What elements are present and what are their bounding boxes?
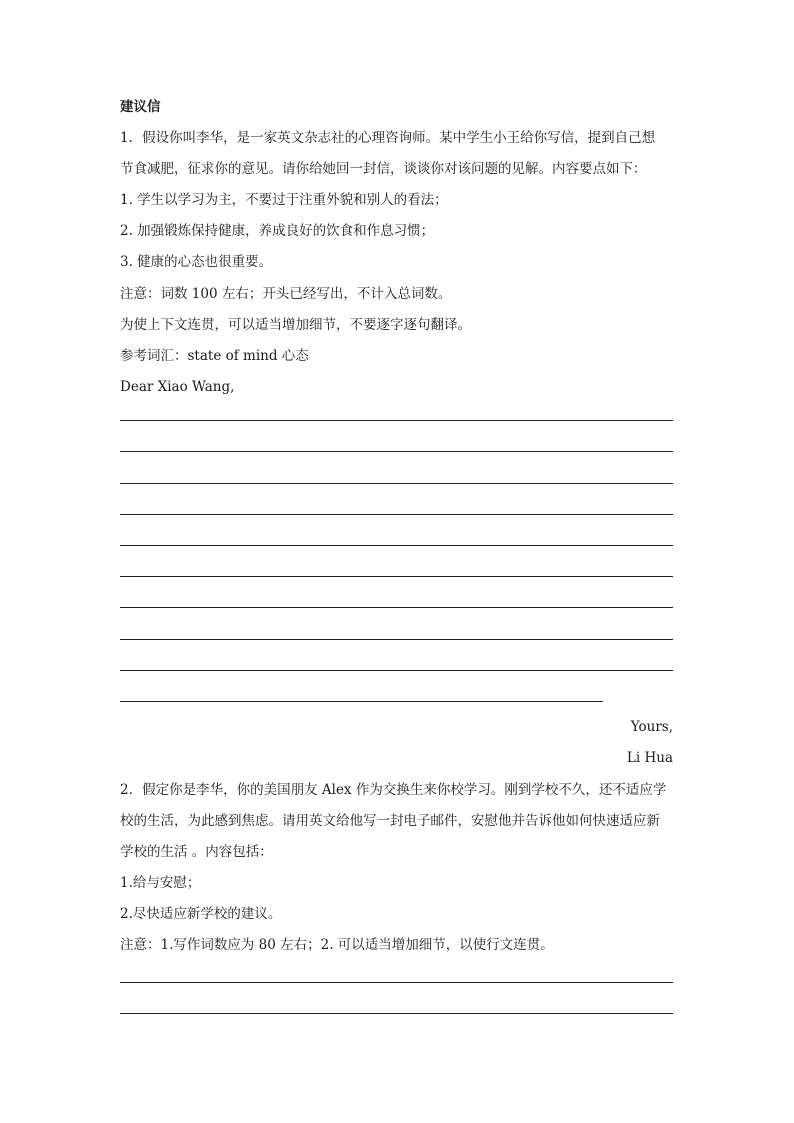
task1-prompt-line1: 1．假设你叫李华，是一家英文杂志社的心理咨询师。某中学生小王给你写信，提到自己想 bbox=[120, 130, 656, 146]
task1-prompt-line2: 节食减肥，征求你的意见。请你给她回一封信，谈谈你对该问题的见解。内容要点如下： bbox=[120, 161, 647, 177]
task2-prompt-line2: 校的生活，为此感到焦虑。请用英文给他写一封电子邮件，安慰他并告诉他如何快速适应新 bbox=[120, 813, 660, 829]
task1-signature: Li Hua bbox=[626, 750, 673, 766]
task1-point-1: 1. 学生以学习为主，不要过于注重外貌和别人的看法； bbox=[120, 192, 448, 208]
writing-line bbox=[120, 514, 673, 515]
task2-point-1: 1.给与安慰； bbox=[120, 875, 201, 891]
task2-note: 注意：1.写作词数应为 80 左右；2. 可以适当增加细节，以使行文连贯。 bbox=[120, 937, 554, 953]
task1-note-coherence: 为使上下文连贯，可以适当增加细节，不要逐字逐句翻译。 bbox=[120, 317, 471, 333]
task1-point-2: 2. 加强锻炼保持健康，养成良好的饮食和作息习惯； bbox=[120, 223, 435, 239]
task1-note-wordcount: 注意：词数 100 左右；开头已经写出，不计入总词数。 bbox=[120, 286, 452, 302]
task2-point-2: 2.尽快适应新学校的建议。 bbox=[120, 906, 282, 922]
writing-line bbox=[120, 451, 673, 452]
task1-point-3: 3. 健康的心态也很重要。 bbox=[120, 254, 273, 270]
writing-line bbox=[120, 545, 673, 546]
writing-line bbox=[120, 670, 673, 671]
task1-salutation: Dear Xiao Wang, bbox=[120, 379, 235, 395]
writing-line bbox=[120, 420, 673, 421]
writing-line-last bbox=[120, 701, 603, 702]
writing-line bbox=[120, 576, 673, 577]
task1-closing: Yours, bbox=[630, 719, 673, 735]
writing-line bbox=[120, 607, 673, 608]
task1-vocab: 参考词汇：state of mind 心态 bbox=[120, 348, 309, 364]
writing-line bbox=[120, 483, 673, 484]
writing-line bbox=[120, 982, 673, 983]
section-title: 建议信 bbox=[120, 99, 161, 115]
task2-prompt-line3: 学校的生活 。内容包括： bbox=[120, 844, 273, 860]
writing-line bbox=[120, 1013, 673, 1014]
task2-prompt-line1: 2．假定你是李华，你的美国朋友 Alex 作为交换生来你校学习。刚到学校不久，还不适应学 bbox=[120, 782, 667, 798]
writing-line bbox=[120, 639, 673, 640]
